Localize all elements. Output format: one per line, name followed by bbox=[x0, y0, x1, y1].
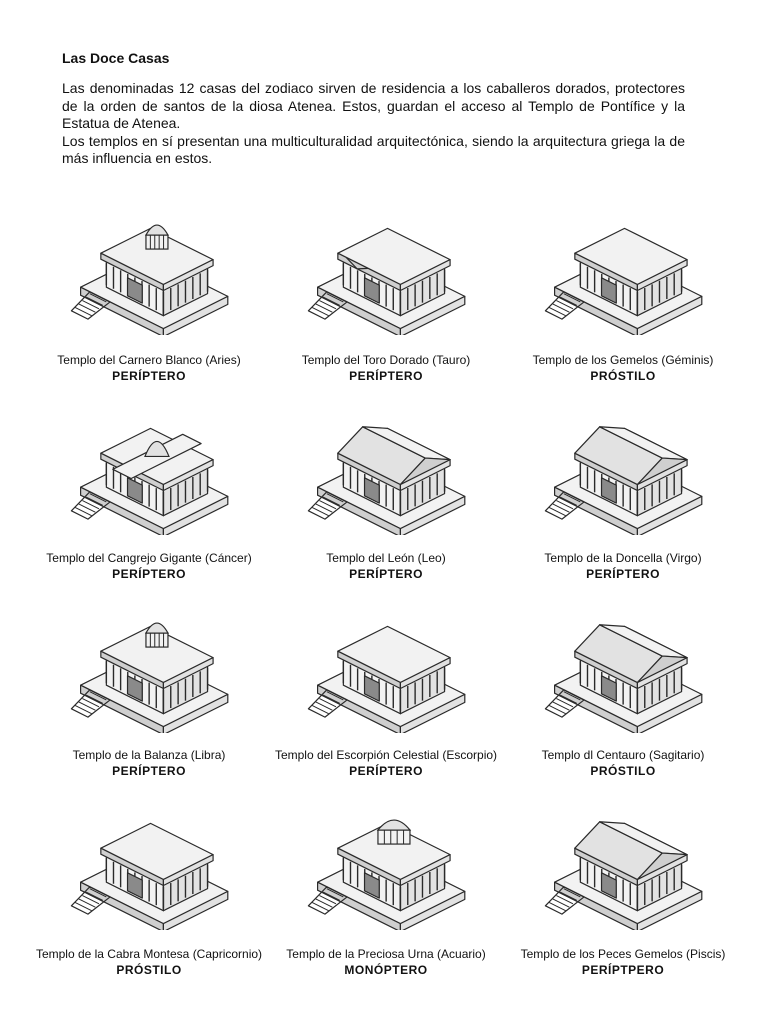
dome-drum bbox=[146, 633, 168, 647]
temple-drawing bbox=[57, 800, 241, 930]
temple-drawing bbox=[57, 603, 241, 733]
temple-drawing bbox=[531, 405, 715, 535]
intro-paragraph: Las denominadas 12 casas del zodiaco sirven de residencia a los caballeros dorados, protectores de la orden de santos de la diosa Atenea. Estos, guardan el acceso al Templo de Pontífice y la Estatua de Atenea. bbox=[62, 80, 685, 131]
temple-caption bbox=[258, 352, 514, 384]
temple-name: Templo de los Peces Gemelos (Piscis) bbox=[520, 947, 726, 961]
temple-drawing bbox=[294, 205, 478, 335]
dome bbox=[378, 820, 410, 830]
temple-caption bbox=[21, 747, 277, 779]
temple-style: PERÍPTPERO bbox=[581, 963, 665, 977]
temple-drawing bbox=[531, 603, 715, 733]
temple-style: PERÍPTERO bbox=[349, 764, 423, 778]
temple-drawing bbox=[294, 405, 478, 535]
temple-drawing bbox=[294, 603, 478, 733]
temple-style: PRÓSTILO bbox=[590, 764, 656, 778]
temple-drawing bbox=[57, 205, 241, 335]
temple-caption bbox=[495, 352, 751, 384]
temple-caption bbox=[258, 550, 514, 582]
temple-style: PERÍPTERO bbox=[349, 369, 423, 383]
temple-name: Templo de la Cabra Montesa (Capricornio) bbox=[35, 947, 263, 961]
temple-caption bbox=[21, 946, 277, 978]
temple-style: PERÍPTERO bbox=[112, 764, 186, 778]
temple-style: PERÍPTERO bbox=[112, 567, 186, 581]
page-title: Las Doce Casas bbox=[62, 50, 170, 66]
temple-drawing bbox=[57, 405, 241, 535]
dome-drum bbox=[146, 235, 168, 249]
temple-drawing bbox=[294, 800, 478, 930]
temple-name: Templo de la Doncella (Virgo) bbox=[544, 551, 702, 565]
temple-caption bbox=[21, 550, 277, 582]
temple-style: PERÍPTERO bbox=[349, 567, 423, 581]
temple-caption bbox=[21, 352, 277, 384]
temple-name: Templo de la Preciosa Urna (Acuario) bbox=[286, 947, 486, 961]
temple-name: Templo de los Gemelos (Géminis) bbox=[532, 353, 714, 367]
temple-caption bbox=[258, 747, 514, 779]
temple-drawing bbox=[531, 800, 715, 930]
dome-drum bbox=[378, 830, 410, 844]
temple-style: PERÍPTERO bbox=[586, 567, 660, 581]
temple-caption bbox=[495, 946, 751, 978]
temple-name: Templo de la Balanza (Libra) bbox=[72, 748, 226, 762]
temple-caption bbox=[495, 747, 751, 779]
temple-name: Templo del León (Leo) bbox=[326, 551, 446, 565]
temple-caption bbox=[258, 946, 514, 978]
temple-style: PERÍPTERO bbox=[112, 369, 186, 383]
temple-name: Templo del Toro Dorado (Tauro) bbox=[301, 353, 471, 367]
temple-name: Templo del Cangrejo Gigante (Cáncer) bbox=[46, 551, 252, 565]
temple-style: MONÓPTERO bbox=[344, 963, 428, 977]
temple-name: Templo del Carnero Blanco (Aries) bbox=[57, 353, 241, 367]
temple-name: Templo del Escorpión Celestial (Escorpio) bbox=[274, 748, 498, 762]
dome bbox=[146, 225, 168, 235]
temple-drawing bbox=[531, 205, 715, 335]
temple-style: PRÓSTILO bbox=[116, 963, 182, 977]
dome bbox=[146, 623, 168, 633]
temple-style: PRÓSTILO bbox=[590, 369, 656, 383]
intro-paragraph: Los templos en sí presentan una multiculturalidad arquitectónica, siendo la arquitectura griega la de más influencia en estos. bbox=[62, 132, 685, 166]
temple-name: Templo dl Centauro (Sagitario) bbox=[541, 748, 705, 762]
temple-caption bbox=[495, 550, 751, 582]
